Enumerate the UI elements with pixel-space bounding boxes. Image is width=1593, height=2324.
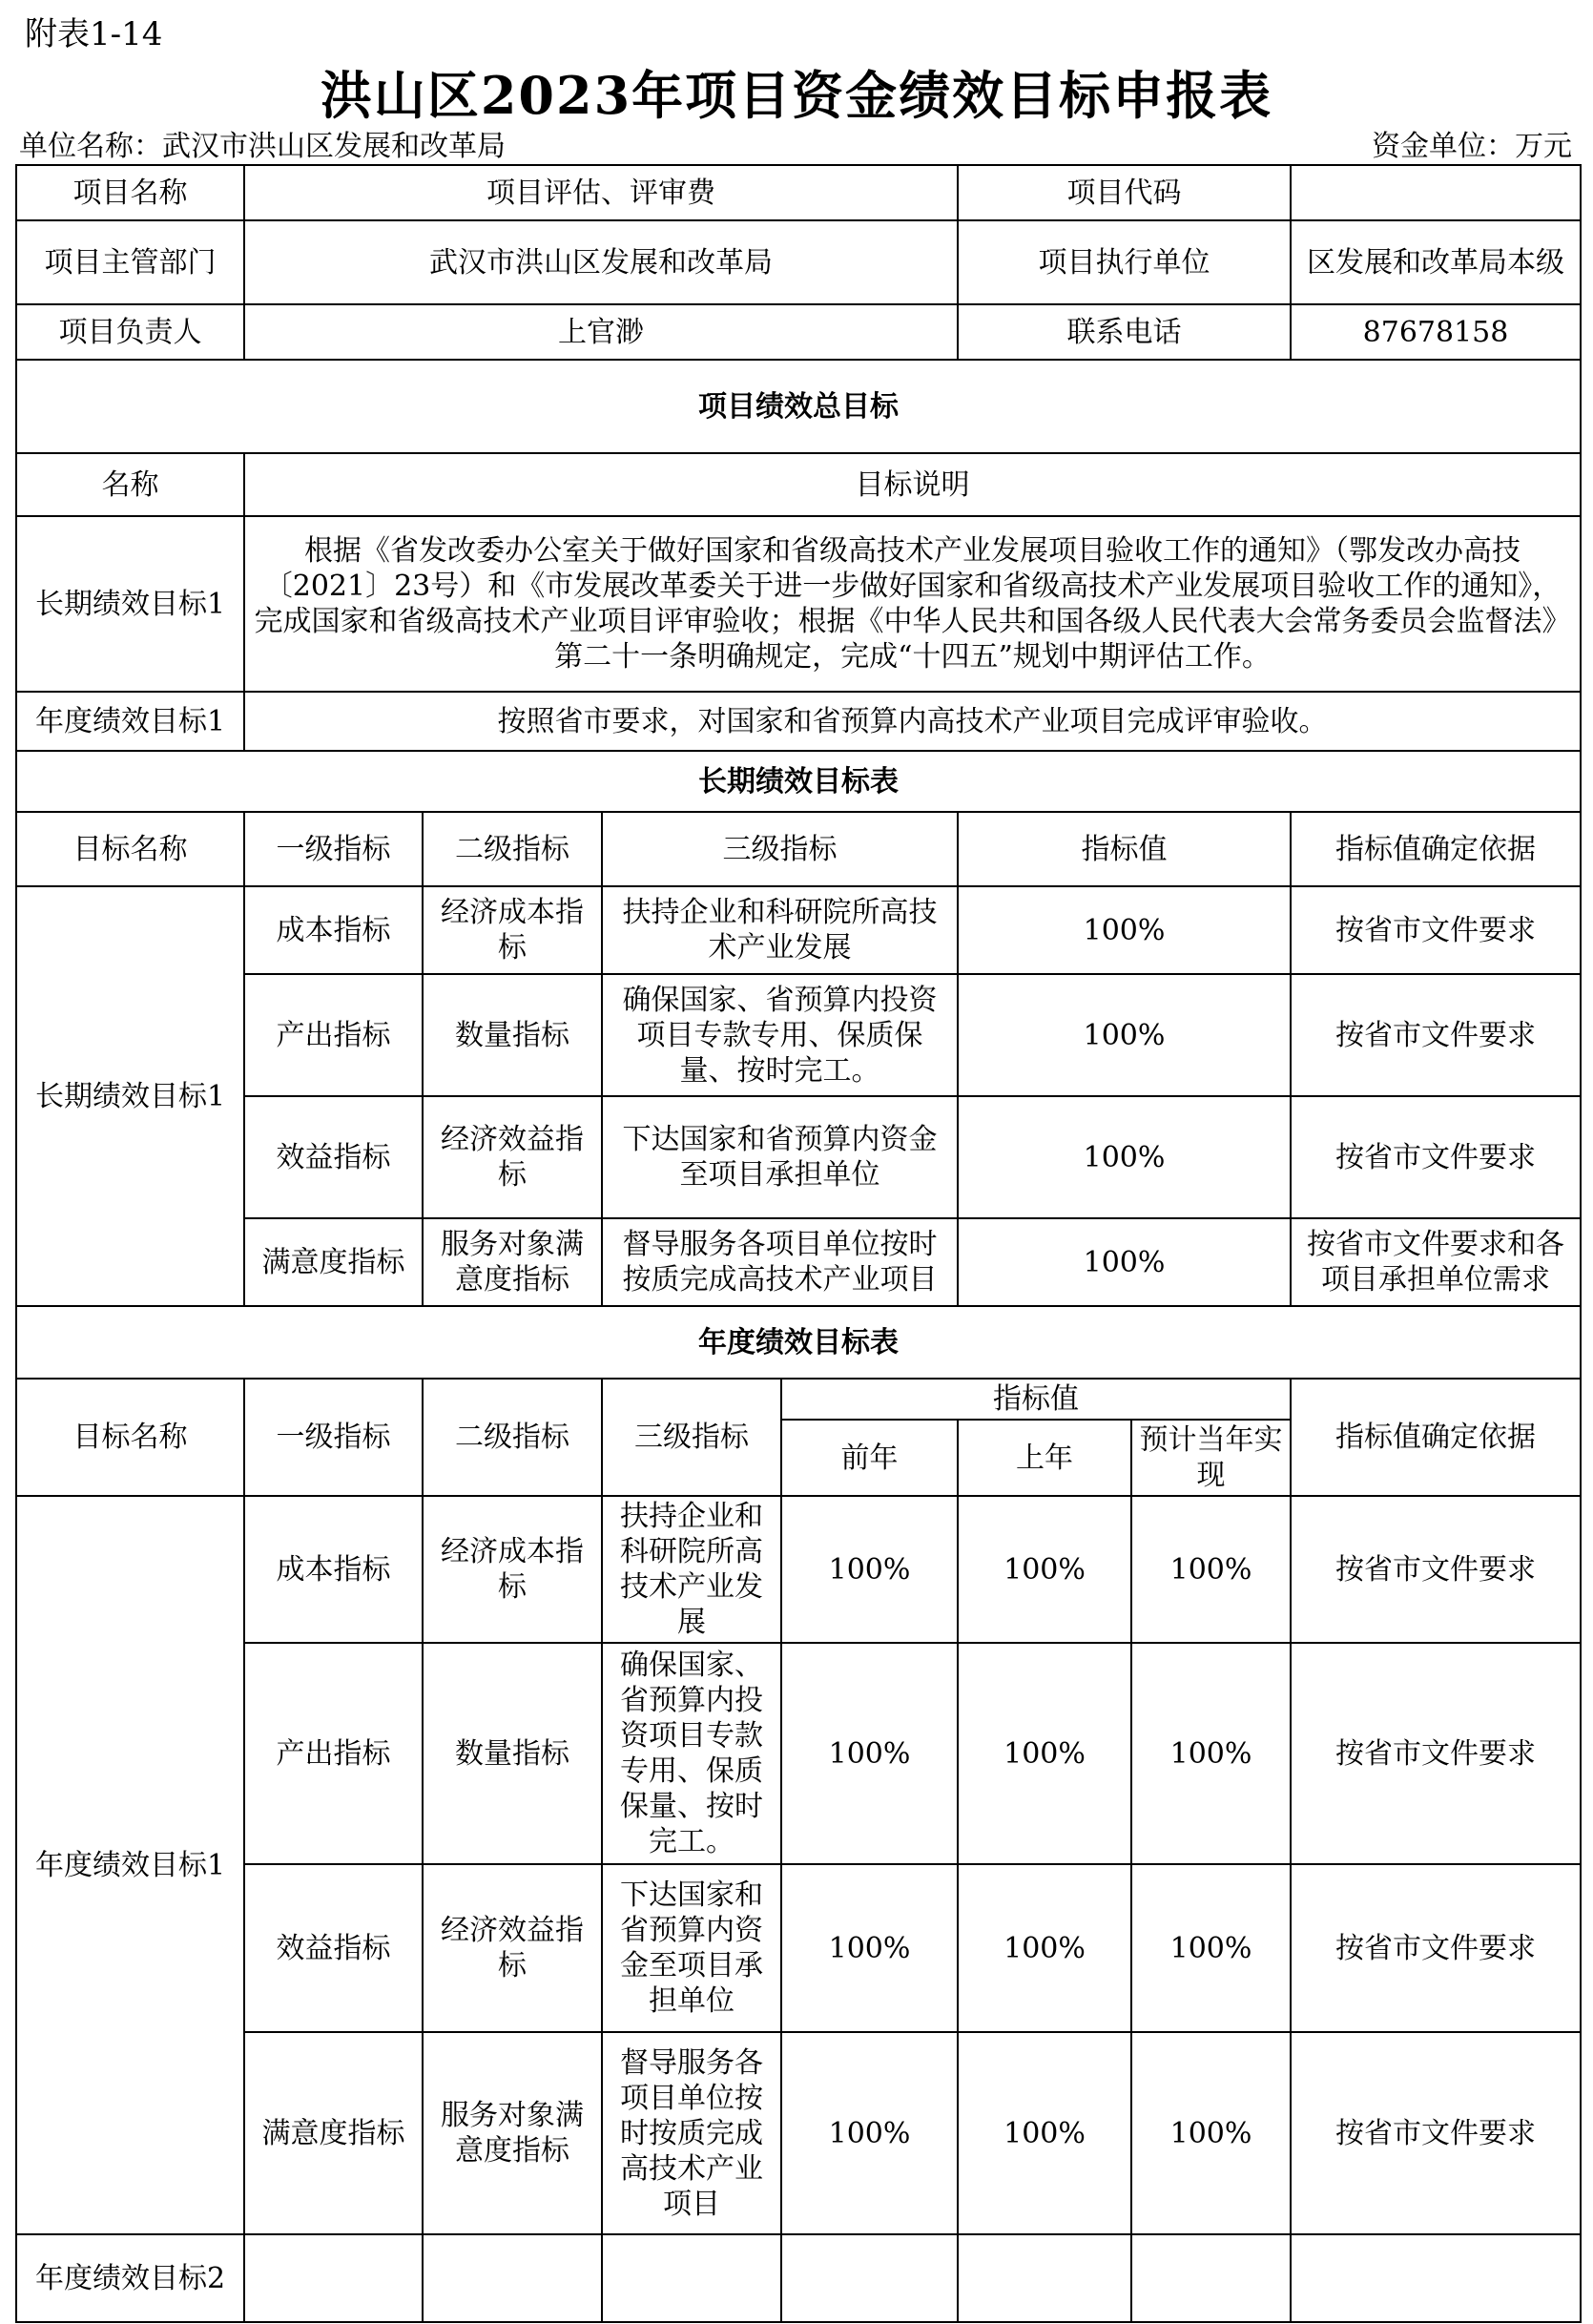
performance-goal-table [15, 164, 1582, 2323]
annual-l2: 服务对象满意度指标 [423, 2032, 602, 2234]
overall-desc-header: 目标说明 [244, 453, 1581, 516]
appendix-label: 附表1-14 [25, 15, 163, 53]
annual-basis: 按省市文件要求 [1291, 1864, 1581, 2032]
long-l2: 经济成本指标 [423, 886, 602, 974]
annual-prev: 100% [781, 2032, 958, 2234]
long-l1: 产出指标 [244, 974, 423, 1096]
overall-name-header: 名称 [16, 453, 244, 516]
unit-name: 单位名称：武汉市洪山区发展和改革局 [19, 130, 506, 163]
empty-cell [781, 2234, 958, 2322]
annual-l3: 扶持企业和科研院所高技术产业发展 [602, 1496, 781, 1643]
empty-cell [1131, 2234, 1291, 2322]
annual-goal2-name: 年度绩效目标2 [16, 2234, 244, 2322]
long-l3: 扶持企业和科研院所高技术产业发展 [602, 886, 958, 974]
exec-label: 项目执行单位 [958, 220, 1291, 304]
long-header-l2: 二级指标 [423, 812, 602, 886]
annual-header-l2: 二级指标 [423, 1379, 602, 1496]
annual-row [16, 1496, 1581, 1643]
overall-header-row [16, 453, 1581, 516]
annual-section-row [16, 1306, 1581, 1379]
exec-value: 区发展和改革局本级 [1291, 220, 1581, 304]
annual-l1: 成本指标 [244, 1496, 423, 1643]
annual-l2: 经济效益指标 [423, 1864, 602, 2032]
long-l2: 服务对象满意度指标 [423, 1218, 602, 1306]
annual-row [16, 1643, 1581, 1864]
long-row [16, 886, 1581, 974]
annual-goal2-row [16, 2234, 1581, 2322]
project-code-value [1291, 165, 1581, 220]
annual-prev: 100% [781, 1496, 958, 1643]
annual-basis: 按省市文件要求 [1291, 2032, 1581, 2234]
annual-prev: 100% [781, 1643, 958, 1864]
annual-header-expected: 预计当年实现 [1131, 1420, 1291, 1496]
phone-label: 联系电话 [958, 304, 1291, 360]
overall-section-row [16, 360, 1581, 453]
long-basis: 按省市文件要求 [1291, 974, 1581, 1096]
annual-goal-description: 按照省市要求，对国家和省预算内高技术产业项目完成评审验收。 [244, 692, 1581, 751]
long-term-goal-label: 长期绩效目标1 [16, 516, 244, 692]
annual-header-l1: 一级指标 [244, 1379, 423, 1496]
long-header-goal: 目标名称 [16, 812, 244, 886]
leader-label: 项目负责人 [16, 304, 244, 360]
annual-l1: 效益指标 [244, 1864, 423, 2032]
overall-section-title: 项目绩效总目标 [16, 360, 1581, 453]
long-header-l1: 一级指标 [244, 812, 423, 886]
empty-cell [244, 2234, 423, 2322]
long-row [16, 974, 1581, 1096]
long-header-row [16, 812, 1581, 886]
phone-value: 87678158 [1291, 304, 1581, 360]
long-section-row [16, 751, 1581, 812]
empty-cell [602, 2234, 781, 2322]
annual-l2: 经济成本指标 [423, 1496, 602, 1643]
project-name-label: 项目名称 [16, 165, 244, 220]
annual-basis: 按省市文件要求 [1291, 1496, 1581, 1643]
dept-value: 武汉市洪山区发展和改革局 [244, 220, 958, 304]
long-header-value: 指标值 [958, 812, 1291, 886]
annual-table-title: 年度绩效目标表 [16, 1306, 1581, 1379]
annual-l3: 督导服务各项目单位按时按质完成高技术产业项目 [602, 2032, 781, 2234]
annual-last: 100% [958, 2032, 1131, 2234]
annual-header-last: 上年 [958, 1420, 1131, 1496]
long-goal-name: 长期绩效目标1 [16, 886, 244, 1306]
overall-long-term-row [16, 516, 1581, 692]
annual-header-basis: 指标值确定依据 [1291, 1379, 1581, 1496]
long-l1: 满意度指标 [244, 1218, 423, 1306]
annual-header-l3: 三级指标 [602, 1379, 781, 1496]
long-basis: 按省市文件要求和各项目承担单位需求 [1291, 1218, 1581, 1306]
info-row-name [16, 165, 1581, 220]
annual-header-prev: 前年 [781, 1420, 958, 1496]
overall-annual-row [16, 692, 1581, 751]
annual-expected: 100% [1131, 1864, 1291, 2032]
annual-header-value-group: 指标值 [781, 1379, 1291, 1420]
annual-expected: 100% [1131, 1496, 1291, 1643]
long-term-goal-description: 根据《省发改委办公室关于做好国家和省级高技术产业发展项目验收工作的通知》（鄂发改办高技〔2021〕23号）和《市发展改革委关于进一步做好国家和省级高技术产业发展项目验收工作的通知》，完成国家和省级高技术产业项目评审验收；根据《中华人民共和国各级人民代表大会常务委员会监督法》第二十一条明确规定，完成“十四五”规划中期评估工作。 [244, 516, 1581, 692]
annual-basis: 按省市文件要求 [1291, 1643, 1581, 1864]
long-value: 100% [958, 1096, 1291, 1218]
long-row [16, 1096, 1581, 1218]
annual-goal-label: 年度绩效目标1 [16, 692, 244, 751]
long-table-title: 长期绩效目标表 [16, 751, 1581, 812]
long-value: 100% [958, 1218, 1291, 1306]
long-row [16, 1218, 1581, 1306]
long-header-l3: 三级指标 [602, 812, 958, 886]
annual-l3: 下达国家和省预算内资金至项目承担单位 [602, 1864, 781, 2032]
long-basis: 按省市文件要求 [1291, 886, 1581, 974]
annual-expected: 100% [1131, 2032, 1291, 2234]
annual-l3: 确保国家、省预算内投资项目专款专用、保质保量、按时完工。 [602, 1643, 781, 1864]
annual-row [16, 2032, 1581, 2234]
currency-unit: 资金单位：万元 [1372, 130, 1572, 163]
annual-goal-name: 年度绩效目标1 [16, 1496, 244, 2234]
leader-value: 上官渺 [244, 304, 958, 360]
long-l1: 成本指标 [244, 886, 423, 974]
annual-l1: 满意度指标 [244, 2032, 423, 2234]
document-title: 洪山区2023年项目资金绩效目标申报表 [320, 65, 1273, 126]
annual-expected: 100% [1131, 1643, 1291, 1864]
project-name-value: 项目评估、评审费 [244, 165, 958, 220]
empty-cell [1291, 2234, 1581, 2322]
long-basis: 按省市文件要求 [1291, 1096, 1581, 1218]
annual-last: 100% [958, 1496, 1131, 1643]
long-value: 100% [958, 886, 1291, 974]
annual-l2: 数量指标 [423, 1643, 602, 1864]
project-code-label: 项目代码 [958, 165, 1291, 220]
long-value: 100% [958, 974, 1291, 1096]
long-l3: 确保国家、省预算内投资项目专款专用、保质保量、按时完工。 [602, 974, 958, 1096]
annual-last: 100% [958, 1643, 1131, 1864]
empty-cell [423, 2234, 602, 2322]
annual-header-row [16, 1379, 1581, 1420]
long-l2: 经济效益指标 [423, 1096, 602, 1218]
info-row-leader [16, 304, 1581, 360]
info-row-dept [16, 220, 1581, 304]
long-l2: 数量指标 [423, 974, 602, 1096]
empty-cell [958, 2234, 1131, 2322]
annual-header-goal: 目标名称 [16, 1379, 244, 1496]
long-header-basis: 指标值确定依据 [1291, 812, 1581, 886]
long-l1: 效益指标 [244, 1096, 423, 1218]
annual-row [16, 1864, 1581, 2032]
annual-l1: 产出指标 [244, 1643, 423, 1864]
annual-prev: 100% [781, 1864, 958, 2032]
long-l3: 下达国家和省预算内资金至项目承担单位 [602, 1096, 958, 1218]
long-l3: 督导服务各项目单位按时按质完成高技术产业项目 [602, 1218, 958, 1306]
annual-last: 100% [958, 1864, 1131, 2032]
dept-label: 项目主管部门 [16, 220, 244, 304]
